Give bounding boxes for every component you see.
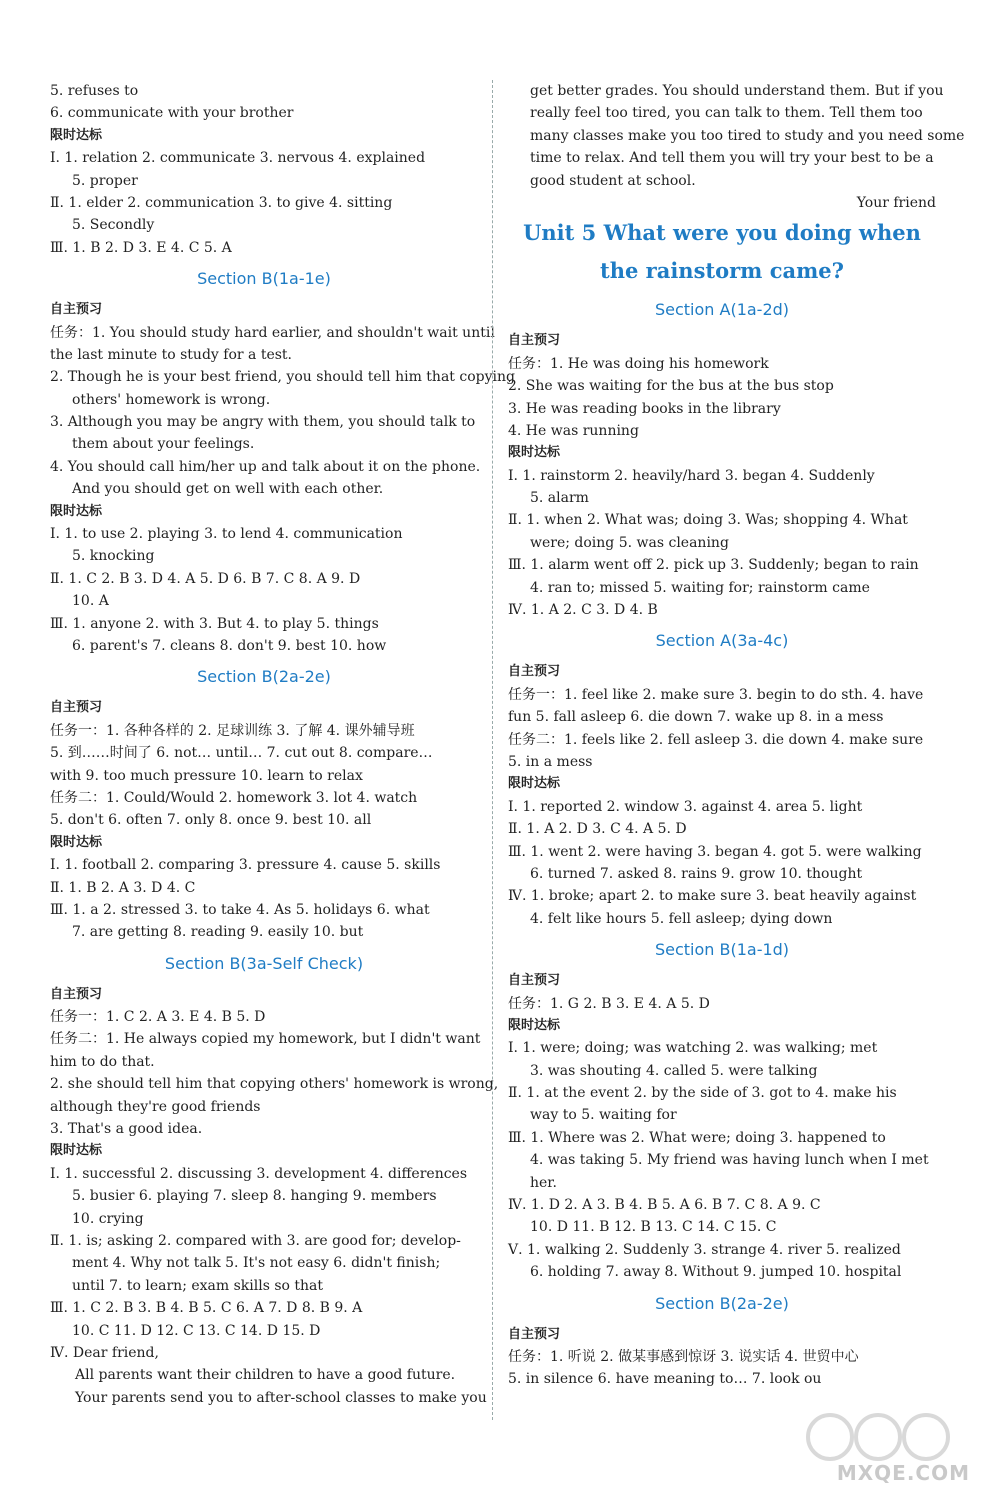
text-line: 4. ran to; missed 5. waiting for; rainstorm came	[530, 579, 870, 596]
section-label: 限时达标	[50, 503, 103, 519]
unit-title: Unit 5 What were you doing when	[523, 220, 921, 246]
text-line: 任务二：1. feels like 2. fell asleep 3. die down 4. make sure	[508, 731, 924, 748]
section-label: 自主预习	[508, 973, 561, 989]
text-line: 7. are getting 8. reading 9. easily 10. but	[72, 924, 364, 941]
text-line: 任务一：1. 各种各样的 2. 足球训练 3. 了解 4. 课外辅导班	[50, 722, 415, 739]
text-line: Ⅲ. 1. a 2. stressed 3. to take 4. As 5. holidays 6. what	[50, 901, 430, 918]
text-line: until 7. to learn; exam skills so that	[72, 1277, 324, 1294]
text-line: Ⅱ. 1. B 2. A 3. D 4. C	[50, 879, 196, 896]
section-label: 限时达标	[50, 127, 103, 143]
section-label: 限时达标	[508, 1017, 561, 1033]
text-line: although they're good friends	[50, 1098, 261, 1115]
text-line: Ⅳ. Dear friend,	[50, 1344, 159, 1361]
column-divider	[492, 80, 493, 1420]
text-line: Ⅴ. 1. walking 2. Suddenly 3. strange 4. river 5. realized	[508, 1241, 901, 1258]
text-line: Ⅰ. 1. reported 2. window 3. against 4. area 5. light	[508, 798, 863, 815]
text-line: 4. He was running	[508, 422, 639, 439]
section-heading: Section A(1a-2d)	[654, 300, 790, 320]
text-line: Ⅳ. 1. broke; apart 2. to make sure 3. beat heavily against	[508, 888, 917, 905]
text-line: 6. parent's 7. cleans 8. don't 9. best 10. how	[72, 637, 387, 654]
text-line: 2. she should tell him that copying others' homework is wrong,	[50, 1076, 499, 1093]
text-line: Ⅰ. 1. football 2. comparing 3. pressure 4. cause 5. skills	[50, 857, 441, 874]
text-line: All parents want their children to have a good future.	[75, 1367, 456, 1384]
text-line: 5. proper	[72, 172, 138, 189]
text-line: many classes make you too tired to study and you need some	[530, 127, 965, 144]
text-line: Ⅳ. 1. A 2. C 3. D 4. B	[508, 602, 658, 619]
text-line: 10. C 11. D 12. C 13. C 14. D 15. D	[72, 1322, 321, 1339]
text-line: 5. don't 6. often 7. only 8. once 9. best 10. all	[50, 812, 372, 829]
text-line: with 9. too much pressure 10. learn to relax	[50, 767, 363, 784]
text-line: 3. That's a good idea.	[50, 1121, 203, 1138]
section-label: 自主预习	[50, 986, 103, 1002]
text-line: And you should get on well with each other.	[72, 481, 384, 498]
text-line: 任务：1. G 2. B 3. E 4. A 5. D	[508, 995, 710, 1012]
text-line: 任务：1. 听说 2. 做某事感到惊讶 3. 说实话 4. 世贸中心	[508, 1348, 859, 1365]
section-label: 自主预习	[508, 333, 561, 349]
text-line: 4. was taking 5. My friend was having lunch when I met	[530, 1152, 929, 1169]
text-line: 任务一：1. C 2. A 3. E 4. B 5. D	[50, 1009, 266, 1026]
text-line: Ⅱ. 1. when 2. What was; doing 3. Was; shopping 4. What	[508, 512, 908, 529]
text-line: were; doing 5. was cleaning	[530, 534, 729, 551]
text-line: 任务：1. He was doing his homework	[508, 355, 769, 372]
text-line: ment 4. Why not talk 5. It's not easy 6. didn't finish;	[72, 1255, 441, 1272]
section-label: 自主预习	[508, 664, 561, 680]
section-label: 限时达标	[50, 834, 103, 850]
text-line: Ⅱ. 1. C 2. B 3. D 4. A 5. D 6. B 7. C 8. A 9. D	[50, 570, 361, 587]
text-line: Ⅰ. 1. successful 2. discussing 3. development 4. differences	[50, 1165, 468, 1182]
text-line: get better grades. You should understand them. But if you	[530, 83, 944, 99]
section-heading: Section B(3a-Self Check)	[164, 953, 364, 973]
right-column	[508, 80, 965, 1391]
text-line: 10. D 11. B 12. B 13. C 14. C 15. C	[530, 1219, 777, 1236]
text-line: 5. 到……时间了 6. not… until… 7. cut out 8. compare…	[50, 745, 433, 762]
text-line: 6. communicate with your brother	[50, 105, 294, 122]
text-line: way to 5. waiting for	[530, 1107, 677, 1124]
text-line: Ⅱ. 1. is; asking 2. compared with 3. are good for; develop-	[50, 1232, 461, 1249]
text-line: others' homework is wrong.	[72, 391, 271, 408]
watermark-text: MXQE.COM	[836, 1461, 970, 1485]
section-heading: Section B(2a-2e)	[197, 667, 331, 687]
text-line: him to do that.	[50, 1053, 155, 1070]
text-line: 任务一：1. feel like 2. make sure 3. begin to do sth. 4. have	[508, 686, 924, 703]
text-line: 5. busier 6. playing 7. sleep 8. hanging 9. members	[72, 1188, 437, 1205]
section-label: 限时达标	[50, 1143, 103, 1159]
text-line: 6. turned 7. asked 8. rains 9. grow 10. thought	[530, 865, 863, 882]
section-label: 限时达标	[508, 776, 561, 792]
text-line: Ⅰ. 1. were; doing; was watching 2. was walking; met	[508, 1040, 878, 1057]
text-line: Ⅱ. 1. at the event 2. by the side of 3. got to 4. make his	[508, 1085, 897, 1102]
text-line: Ⅰ. 1. relation 2. communicate 3. nervous 4. explained	[50, 150, 426, 167]
text-line: 5. knocking	[72, 548, 155, 565]
section-heading: Section B(1a-1d)	[654, 940, 790, 960]
section-heading: Section A(3a-4c)	[655, 631, 789, 651]
text-line: the last minute to study for a test.	[50, 346, 292, 363]
text-line: Ⅲ. 1. C 2. B 3. B 4. B 5. C 6. A 7. D 8. B 9. A	[50, 1300, 363, 1317]
text-line: 10. A	[72, 593, 109, 610]
text-line: Ⅱ. 1. A 2. D 3. C 4. A 5. D	[508, 821, 687, 838]
text-line: them about your feelings.	[72, 436, 255, 453]
section-label: 自主预习	[50, 700, 103, 716]
text-line: 5. in silence 6. have meaning to… 7. look ou	[508, 1371, 822, 1388]
text-line: time to relax. And tell them you will try your best to be a	[530, 150, 934, 167]
text-line: Ⅳ. 1. D 2. A 3. B 4. B 5. A 6. B 7. C 8. A 9. C	[508, 1197, 821, 1214]
text-line: really feel too tired, you can talk to them. Tell them too	[530, 105, 923, 122]
text-line: 2. She was waiting for the bus at the bus stop	[508, 378, 834, 395]
text-line: Ⅲ. 1. Where was 2. What were; doing 3. happened to	[508, 1129, 886, 1146]
text-line: Ⅲ. 1. anyone 2. with 3. But 4. to play 5. things	[50, 615, 379, 632]
section-heading: Section B(2a-2e)	[655, 1293, 789, 1313]
text-line: 3. Although you may be angry with them, you should talk to	[50, 414, 476, 431]
section-label: 自主预习	[508, 1326, 561, 1342]
text-line: 任务：1. You should study hard earlier, and shouldn't wait until	[50, 324, 495, 341]
text-line: Ⅰ. 1. to use 2. playing 3. to lend 4. communication	[50, 526, 403, 543]
text-line: 5. Secondly	[72, 217, 155, 234]
text-line: good student at school.	[530, 172, 696, 189]
text-line: her.	[530, 1174, 557, 1191]
text-line: 3. was shouting 4. called 5. were talking	[530, 1062, 818, 1079]
text-line: Your parents send you to after-school classes to make you	[75, 1389, 487, 1406]
text-line: Ⅲ. 1. alarm went off 2. pick up 3. Suddenly; began to rain	[508, 557, 919, 574]
text-line: 6. holding 7. away 8. Without 9. jumped 10. hospital	[530, 1264, 902, 1281]
section-label: 自主预习	[50, 302, 103, 318]
text-line: 10. crying	[72, 1210, 144, 1227]
text-line: Ⅲ. 1. B 2. D 3. E 4. C 5. A	[50, 239, 232, 256]
text-line: 3. He was reading books in the library	[508, 400, 781, 417]
text-line: Ⅱ. 1. elder 2. communication 3. to give 4. sitting	[50, 194, 393, 211]
text-line: 5. alarm	[530, 490, 589, 507]
text-line: Ⅰ. 1. rainstorm 2. heavily/hard 3. began 4. Suddenly	[508, 467, 875, 484]
signature-line: Your friend	[856, 194, 936, 211]
text-line: fun 5. fall asleep 6. die down 7. wake up 8. in a mess	[508, 709, 884, 726]
text-line: 4. You should call him/her up and talk about it on the phone.	[50, 458, 481, 475]
section-heading: Section B(1a-1e)	[197, 269, 331, 289]
text-line: 任务二：1. Could/Would 2. homework 3. lot 4. watch	[50, 789, 418, 806]
left-column	[50, 80, 515, 1409]
unit-title: the rainstorm came?	[600, 258, 844, 284]
text-line: 5. in a mess	[508, 753, 593, 770]
section-label: 限时达标	[508, 445, 561, 461]
text-line: 2. Though he is your best friend, you should tell him that copying	[50, 369, 515, 386]
text-line: Ⅲ. 1. went 2. were having 3. began 4. got 5. were walking	[508, 843, 922, 860]
text-line: 4. felt like hours 5. fell asleep; dying down	[530, 910, 833, 927]
text-line: 5. refuses to	[50, 83, 139, 99]
text-line: 任务二：1. He always copied my homework, but I didn't want	[50, 1031, 481, 1048]
